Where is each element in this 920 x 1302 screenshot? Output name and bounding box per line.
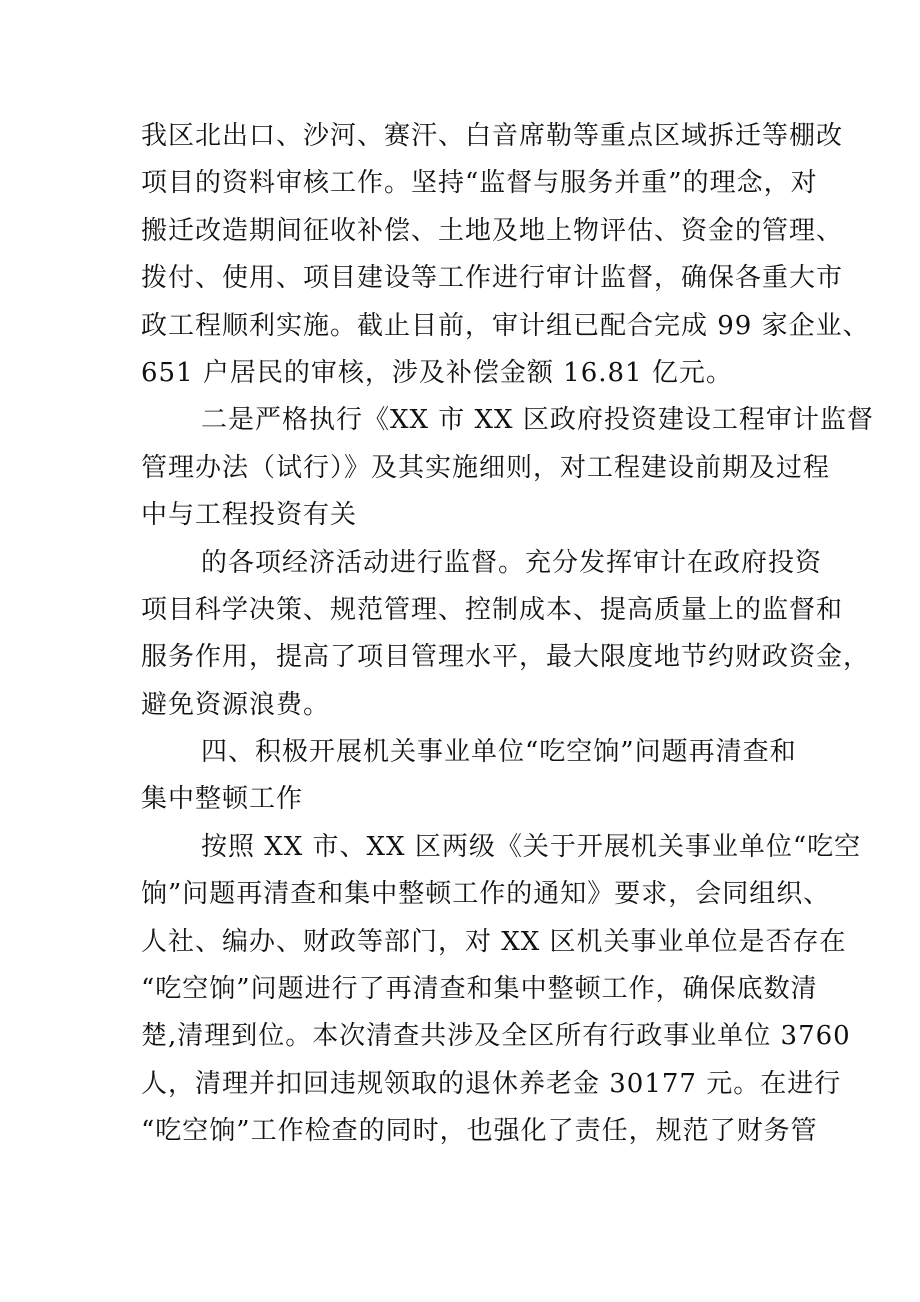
text-line: 二是严格执行《XX 市 XX 区政府投资建设工程审计监督 [201, 405, 874, 436]
text-line: 拨付、使用、项目建设等工作进行审计监督，确保各重大市 [141, 263, 844, 294]
text-line: 服务作用，提高了项目管理水平，最大限度地节约财政资金， [141, 642, 871, 673]
text-line: 按照 XX 市、XX 区两级《关于开展机关事业单位“吃空 [201, 831, 862, 862]
text-line: 我区北出口、沙河、赛汗、白音席勒等重点区域拆迁等棚改 [141, 121, 844, 151]
text-line: 人社、编办、财政等部门，对 XX 区机关事业单位是否存在 [141, 926, 847, 957]
text-line: 政工程顺利实施。截止目前，审计组已配合完成 99 家企业、 [141, 310, 870, 341]
text-line: 避免资源浪费。 [141, 689, 331, 720]
paragraph-demolition-audit [141, 113, 870, 397]
document-body [141, 113, 874, 1156]
text-line: “吃空饷”工作检查的同时，也强化了责任，规范了财务管 [141, 1116, 818, 1147]
text-line: 管理办法（试行）》及其实施细则，对工程建设前期及过程 [141, 452, 831, 483]
text-line: “吃空饷”问题进行了再清查和集中整顿工作，确保底数清 [141, 974, 818, 1005]
text-line: 四、积极开展机关事业单位“吃空饷”问题再清查和 [201, 737, 797, 768]
text-line: 项目的资料审核工作。坚持“监督与服务并重”的理念，对 [141, 168, 818, 199]
text-line: 651 户居民的审核，涉及补偿金额 16.81 亿元。 [141, 357, 733, 388]
text-line: 集中整顿工作 [141, 784, 304, 815]
text-line: 人，清理并扣回违规领取的退休养老金 30177 元。在进行 [141, 1068, 842, 1099]
text-line: 楚,清理到位。本次清查共涉及全区所有行政事业单位 3760 [141, 1021, 851, 1052]
section-heading-four [141, 729, 797, 824]
text-line: 中与工程投资有关 [141, 500, 358, 531]
text-line: 项目科学决策、规范管理、控制成本、提高质量上的监督和 [141, 594, 844, 625]
text-line: 搬迁改造期间征收补偿、土地及地上物评估、资金的管理、 [141, 215, 844, 246]
text-line: 饷”问题再清查和集中整顿工作的通知》要求，会同组织、 [141, 879, 831, 910]
paragraph-investment-measures [141, 397, 874, 539]
paragraph-economic-supervision [141, 540, 871, 730]
paragraph-payroll-cleanup [141, 824, 862, 1156]
text-line: 的各项经济活动进行监督。充分发挥审计在政府投资 [201, 547, 823, 578]
